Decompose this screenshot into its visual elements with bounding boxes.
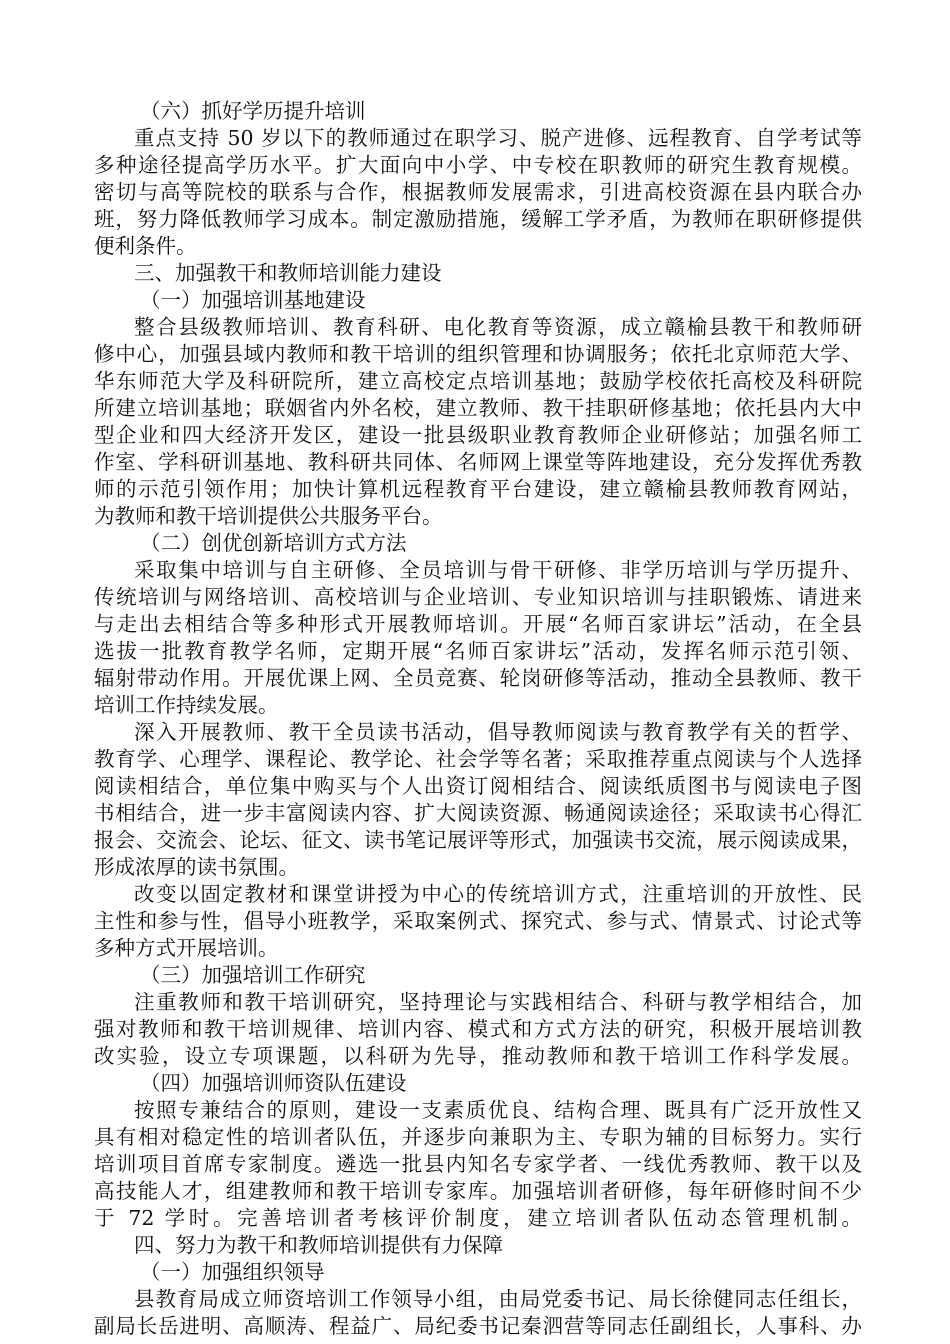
text-line: 修中心，加强县域内教师和教干培训的组织管理和协调服务；依托北京师范大学、 xyxy=(94,342,862,366)
text-line: 所建立培训基地；联姻省内外名校，建立教师、教干挂职研修基地；依托县内大中 xyxy=(94,396,862,420)
text-line: 培训工作持续发展。 xyxy=(94,693,279,717)
text-line: 按照专兼结合的原则，建设一支素质优良、结构合理、既具有广泛开放性又 xyxy=(134,1098,862,1122)
text-line: 多种方式开展培训。 xyxy=(94,936,279,960)
text-line: 教育学、心理学、课程论、教学论、社会学等名著；采取推荐重点阅读与个人选择 xyxy=(94,747,862,771)
text-line: 多种途径提高学历水平。扩大面向中小学、中专校在职教师的研究生教育规模。 xyxy=(94,153,862,177)
section-heading: （六）抓好学历提升培训 xyxy=(140,99,366,123)
text-line: 师的示范引领作用；加快计算机远程教育平台建设，建立赣榆县教师教育网站， xyxy=(94,477,862,501)
text-line: 改实验，设立专项课题，以科研为先导，推动教师和教干培训工作科学发展。 xyxy=(94,1044,862,1068)
text-line: 班，努力降低教师学习成本。制定激励措施，缓解工学矛盾，为教师在职研修提供 xyxy=(94,207,862,231)
text-line: 密切与高等院校的联系与合作，根据教师发展需求，引进高校资源在县内联合办 xyxy=(94,180,862,204)
text-line: 高技能人才，组建教师和教干培训专家库。加强培训者研修，每年研修时间不少 xyxy=(94,1179,862,1203)
text-line: 选拔一批教育教学名师，定期开展“名师百家讲坛”活动，发挥名师示范引领、 xyxy=(94,639,862,663)
text-line: 于 72 学时。完善培训者考核评价制度，建立培训者队伍动态管理机制。 xyxy=(94,1206,862,1230)
text-line: 深入开展教师、教干全员读书活动，倡导教师阅读与教育教学有关的哲学、 xyxy=(134,720,862,744)
chapter-heading: 三、加强教干和教师培训能力建设 xyxy=(134,261,442,285)
chapter-heading: 四、努力为教干和教师培训提供有力保障 xyxy=(134,1233,503,1257)
text-line: 采取集中培训与自主研修、全员培训与骨干研修、非学历培训与学历提升、 xyxy=(134,558,862,582)
text-line: 传统培训与网络培训、高校培训与企业培训、专业知识培训与挂职锻炼、请进来 xyxy=(94,585,862,609)
text-line: 作室、学科研训基地、教科研共同体、名师网上课堂等阵地建设，充分发挥优秀教 xyxy=(94,450,862,474)
text-line: 县教育局成立师资培训工作领导小组，由局党委书记、局长徐健同志任组长， xyxy=(134,1287,862,1311)
section-heading: （二）创优创新培训方式方法 xyxy=(140,531,407,555)
text-line: 报会、交流会、论坛、征文、读书笔记展评等形式，加强读书交流，展示阅读成果， xyxy=(94,828,862,852)
text-line: 辐射带动作用。开展优课上网、全员竞赛、轮岗研修等活动，推动全县教师、教干 xyxy=(94,666,862,690)
text-line: 形成浓厚的读书氛围。 xyxy=(94,855,299,879)
section-heading: （三）加强培训工作研究 xyxy=(140,963,366,987)
text-line: 具有相对稳定性的培训者队伍，并逐步向兼职为主、专职为辅的目标努力。实行 xyxy=(94,1125,862,1149)
text-line: 强对教师和教干培训规律、培训内容、模式和方式方法的研究，积极开展培训教 xyxy=(94,1017,862,1041)
text-line: 培训项目首席专家制度。遴选一批县内知名专家学者、一线优秀教师、教干以及 xyxy=(94,1152,862,1176)
text-line: 阅读相结合，单位集中购买与个人出资订阅相结合、阅读纸质图书与阅读电子图 xyxy=(94,774,862,798)
section-heading: （四）加强培训师资队伍建设 xyxy=(140,1071,407,1095)
section-heading: （一）加强培训基地建设 xyxy=(140,288,366,312)
text-line: 改变以固定教材和课堂讲授为中心的传统培训方式，注重培训的开放性、民 xyxy=(134,882,862,906)
text-line: 与走出去相结合等多种形式开展教师培训。开展“名师百家讲坛”活动，在全县 xyxy=(94,612,862,636)
section-heading: （一）加强组织领导 xyxy=(140,1260,325,1284)
text-line: 华东师范大学及科研院所，建立高校定点培训基地；鼓励学校依托高校及科研院 xyxy=(94,369,862,393)
text-line: 副局长岳进明、高顺涛、程益广、局纪委书记秦泗营等同志任副组长，人事科、办 xyxy=(94,1314,862,1338)
text-line: 重点支持 50 岁以下的教师通过在职学习、脱产进修、远程教育、自学考试等 xyxy=(134,126,862,150)
text-line: 为教师和教干培训提供公共服务平台。 xyxy=(94,504,443,528)
text-line: 书相结合，进一步丰富阅读内容、扩大阅读资源、畅通阅读途径；采取读书心得汇 xyxy=(94,801,862,825)
text-line: 型企业和四大经济开发区，建设一批县级职业教育教师企业研修站；加强名师工 xyxy=(94,423,862,447)
text-line: 便利条件。 xyxy=(94,234,197,258)
text-line: 整合县级教师培训、教育科研、电化教育等资源，成立赣榆县教干和教师研 xyxy=(134,315,862,339)
text-line: 主性和参与性，倡导小班教学，采取案例式、探究式、参与式、情景式、讨论式等 xyxy=(94,909,862,933)
text-line: 注重教师和教干培训研究，坚持理论与实践相结合、科研与教学相结合，加 xyxy=(134,990,862,1014)
